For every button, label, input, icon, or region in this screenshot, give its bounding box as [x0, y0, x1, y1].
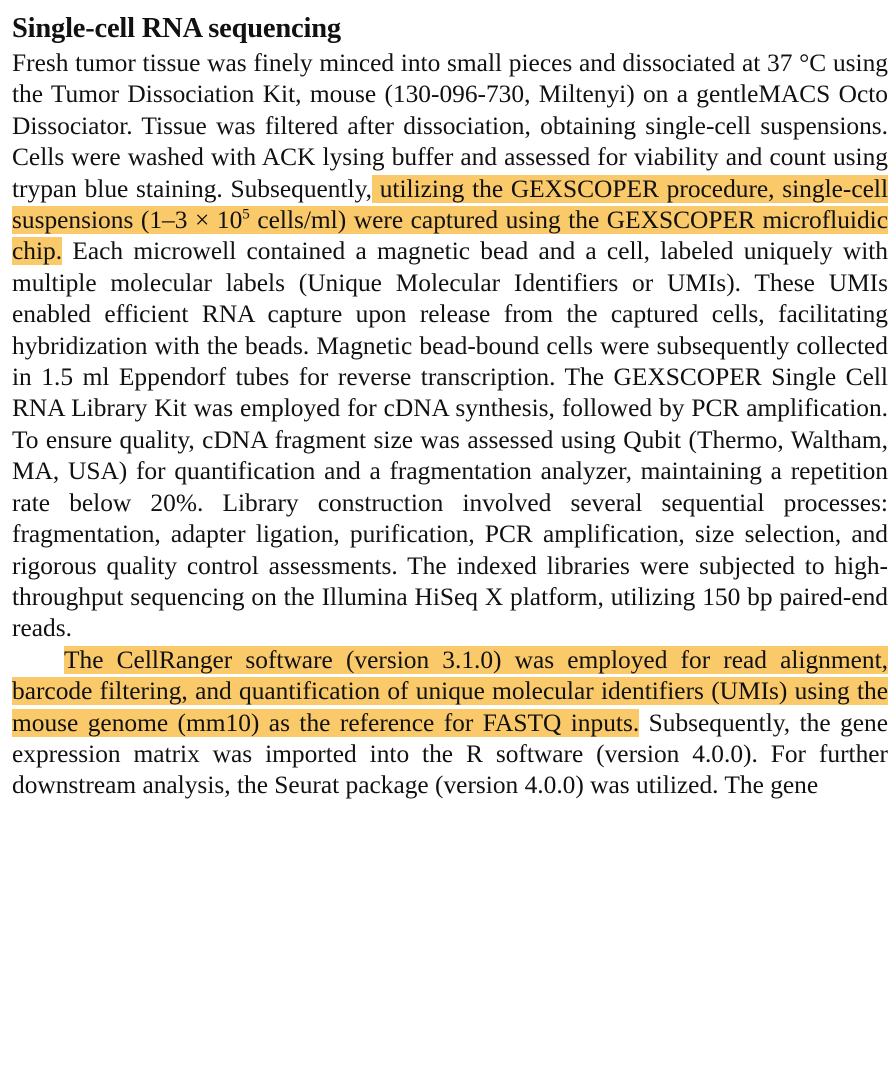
paragraph-1-text-before: Fresh tumor tissue was finely minced into small pieces and dissociated at 37 °C using the Tumor Dissociation Kit, mouse (130-096-730, Miltenyi) on a gentleMACS Octo Dissociator. Tissue was filtered after dissociation, obtaining single-cell suspensions. Cells were washed with ACK lysing buffer and assessed for viability and count using trypan blue staining. Subsequently,	[12, 49, 888, 203]
paragraph-1-text-after: Each microwell contained a magnetic bead and a cell, labeled uniquely with multiple molecular labels (Unique Molecular Identifiers or UMIs). These UMIs enabled efficient RNA capture upon release from the captured cells, facilitating hybridization with the beads. Magnetic bead-bound cells were subsequently collected in 1.5 ml Eppendorf tubes for reverse transcription. The GEXSCOPER Single Cell RNA Library Kit was employed for cDNA synthesis, followed by PCR amplification. To ensure quality, cDNA fragment size was assessed using Qubit (Thermo, Waltham, MA, USA) for quantification and a fragmentation analyzer, maintaining a repetition rate below 20%. Library construction involved several sequential processes: fragmentation, adapter ligation, purification, PCR amplification, size selection, and rigorous quality control assessments. The indexed libraries were subjected to high-throughput sequencing on the Illumina HiSeq X platform, utilizing 150 bp paired-end reads.	[12, 237, 888, 643]
highlight-1-part-1: utilizing the GEXSCOPER procedure, single-cell suspensions (1–3 × 10	[12, 174, 888, 235]
document-page	[12, 10, 888, 802]
paragraph-2-text-after: Subsequently, the gene expression matrix was imported into the R software (version 4.0.0). For further downstream analysis, the Seurat package (version 4.0.0) was utilized. The gene	[12, 708, 888, 800]
highlight-1-part-2: cells/ml) were captured using the GEXSCOPER microfluidic chip.	[12, 206, 888, 266]
highlighted-text-2[interactable]: The CellRanger software (version 3.1.0) was employed for read alignment, barcode filtering, and quantification of unique molecular identifiers (UMIs) using the mouse genome (mm10) as the reference for FASTQ inputs.	[12, 645, 888, 737]
section-heading: Single-cell RNA sequencing	[12, 13, 341, 44]
exponent-superscript: 5	[242, 206, 250, 223]
methods-paragraph-1	[12, 48, 888, 645]
methods-paragraph-2	[12, 645, 888, 802]
